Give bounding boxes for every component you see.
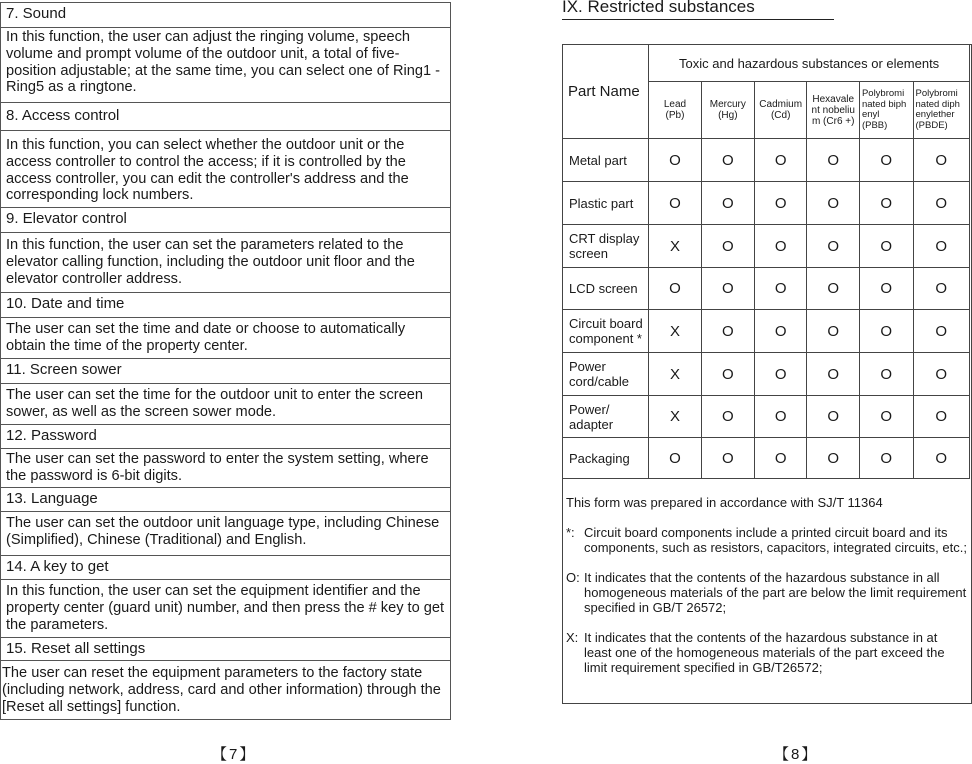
element-header-line: Polybromi: [861, 88, 905, 99]
element-header-line: (Cd): [770, 110, 791, 121]
substance-mark: O: [913, 268, 969, 310]
substance-mark: O: [649, 268, 702, 310]
table-row: [563, 139, 970, 182]
part-name-line: Power: [569, 359, 606, 374]
substance-mark: O: [913, 396, 969, 438]
substance-mark: O: [701, 310, 754, 353]
element-header: [701, 82, 754, 139]
substance-mark: X: [649, 225, 702, 268]
note-symbol: O:: [566, 570, 580, 585]
element-header-line: Hexavale: [812, 93, 855, 105]
section-body: The user can set the password to enter the system setting, where the password is 6-bit digits.: [1, 449, 450, 488]
page-title: IX. Restricted substances: [562, 0, 755, 16]
part-name-line: cord/cable: [569, 374, 629, 389]
note-item: [566, 570, 968, 615]
section-body: The user can reset the equipment parameters to the factory state (including network, address, card and other information) through the [Reset all settings] function.: [1, 661, 450, 720]
element-header-line: Polybromi: [915, 88, 958, 99]
element-header-line: Lead: [663, 99, 687, 110]
section-heading: 8. Access control: [1, 103, 450, 131]
substance-mark: O: [754, 396, 807, 438]
substance-mark: O: [913, 139, 969, 182]
substance-mark: X: [649, 396, 702, 438]
part-name-line: component *: [569, 331, 642, 346]
substance-mark: O: [754, 268, 807, 310]
part-name: [563, 225, 649, 268]
note-text: It indicates that the contents of the hazardous substance in at least one of the homogeneous materials of the part exceed the limit requirement specified in GB/T26572;: [584, 630, 945, 675]
substance-mark: X: [649, 310, 702, 353]
element-header-line: enyl: [861, 109, 880, 120]
substance-mark: O: [701, 438, 754, 479]
note-text: Circuit board components include a printed circuit board and its components, such as resistors, capacitors, integrated circuits, etc.;: [584, 525, 967, 555]
part-name: [563, 139, 649, 182]
element-header: [649, 82, 702, 139]
section-heading: 11. Screen sower: [1, 359, 450, 384]
part-name-line: Metal part: [569, 152, 627, 168]
note-item: [566, 630, 968, 675]
element-header: [913, 82, 969, 139]
section-heading: 9. Elevator control: [1, 208, 450, 233]
substance-mark: O: [701, 182, 754, 225]
table-row: [563, 310, 970, 353]
part-name-line: Packaging: [569, 450, 630, 466]
substance-mark: O: [701, 268, 754, 310]
section-body: In this function, the user can adjust the ringing volume, speech volume and prompt volume of the outdoor unit, a total of five-position adjustable; at the same time, you can select one of Ring1 - Ring5 as a ringtone.: [1, 28, 450, 103]
section-body: In this function, you can select whether the outdoor unit or the access controller to control the access; if it is controlled by the access controller, you can edit the controller's address and the corresponding lock numbers.: [1, 131, 450, 208]
element-header-line: nated biph: [861, 98, 907, 110]
substance-mark: O: [913, 353, 969, 396]
section-heading: 13. Language: [1, 488, 450, 512]
part-name: [563, 438, 649, 479]
element-header: [859, 82, 913, 139]
part-name: [563, 268, 649, 310]
part-name: [563, 182, 649, 225]
substance-mark: O: [807, 438, 860, 479]
element-header-line: (Pb): [665, 110, 685, 121]
part-name-line: LCD screen: [569, 281, 638, 296]
substance-mark: O: [859, 225, 913, 268]
substance-mark: O: [859, 396, 913, 438]
note-symbol: *:: [566, 525, 575, 540]
table-row: [563, 396, 970, 438]
part-name-line: Power/: [569, 401, 610, 417]
element-header-line: (PBB): [861, 119, 888, 131]
settings-sections: [0, 2, 451, 720]
section-body: The user can set the time for the outdoor unit to enter the screen sower, as well as the screen sower mode.: [1, 384, 450, 425]
substance-mark: O: [701, 139, 754, 182]
part-name-line: adapter: [569, 416, 614, 432]
substance-mark: O: [807, 353, 860, 396]
element-header-line: (PBDE): [915, 119, 948, 131]
substance-mark: O: [859, 139, 913, 182]
substance-mark: O: [913, 225, 969, 268]
substances-group-header: Toxic and hazardous substances or elements: [649, 45, 970, 82]
substance-mark: O: [807, 139, 860, 182]
prepared-note: This form was prepared in accordance with SJ/T 11364: [566, 495, 883, 510]
substance-mark: O: [649, 182, 702, 225]
table-row: [563, 438, 970, 479]
substance-mark: O: [807, 182, 860, 225]
substance-mark: O: [807, 225, 860, 268]
section-body: The user can set the outdoor unit language type, including Chinese (Simplified), Chinese (Traditional) and English.: [1, 512, 450, 556]
substance-mark: O: [859, 438, 913, 479]
substance-mark: O: [701, 225, 754, 268]
part-name: [563, 396, 649, 438]
substance-mark: O: [807, 310, 860, 353]
table-row: [563, 225, 970, 268]
substance-mark: O: [913, 310, 969, 353]
section-heading: 10. Date and time: [1, 293, 450, 318]
part-name: [563, 353, 649, 396]
substance-mark: O: [754, 182, 807, 225]
note-symbol: X:: [566, 630, 579, 645]
section-body: The user can set the time and date or choose to automatically obtain the time of the property center.: [1, 318, 450, 359]
note-item: [566, 525, 968, 555]
page-number-left: 【7】: [212, 746, 257, 763]
element-header-line: (Hg): [718, 110, 738, 121]
part-name-line: Plastic part: [569, 195, 634, 211]
substance-mark: O: [913, 438, 969, 479]
part-name-header: Part Name: [563, 45, 649, 139]
page-number-right: 【8】: [774, 746, 819, 763]
section-heading: 14. A key to get: [1, 556, 450, 580]
substance-mark: O: [859, 353, 913, 396]
substance-mark: O: [701, 353, 754, 396]
element-header-line: nt nobeliu: [811, 104, 855, 116]
substance-mark: O: [859, 268, 913, 310]
note-text: It indicates that the contents of the hazardous substance in all homogeneous materials of the part are below the limit requirement specified in GB/T 26572;: [584, 570, 967, 615]
element-header-line: m (Cr6 +): [811, 115, 855, 127]
section-heading: 15. Reset all settings: [1, 638, 450, 661]
section-heading: 7. Sound: [1, 3, 450, 28]
substance-mark: O: [754, 310, 807, 353]
element-header-line: Mercury: [709, 99, 746, 110]
table-row: [563, 353, 970, 396]
section-body: In this function, the user can set the parameters related to the elevator calling function, including the outdoor unit floor and the elevator controller address.: [1, 233, 450, 293]
substance-mark: O: [754, 225, 807, 268]
substance-mark: O: [913, 182, 969, 225]
substance-mark: O: [859, 182, 913, 225]
table-row: [563, 182, 970, 225]
element-header-line: enylether: [915, 109, 955, 120]
table-row: [563, 268, 970, 310]
element-header: [754, 82, 807, 139]
substance-mark: X: [649, 353, 702, 396]
substance-mark: O: [807, 268, 860, 310]
element-header-line: nated diph: [915, 98, 960, 110]
substances-table: [562, 44, 970, 479]
restricted-substances-box: [562, 44, 972, 704]
substance-mark: O: [649, 438, 702, 479]
part-name-line: screen: [569, 246, 609, 261]
title-underline: [562, 19, 834, 20]
element-header: [807, 82, 860, 139]
substance-mark: O: [754, 353, 807, 396]
substance-mark: O: [701, 396, 754, 438]
part-name-line: CRT display: [569, 231, 640, 246]
substance-mark: O: [754, 438, 807, 479]
element-header-line: Cadmium: [759, 99, 803, 110]
substance-mark: O: [649, 139, 702, 182]
substance-mark: O: [859, 310, 913, 353]
substance-mark: O: [754, 139, 807, 182]
part-name: [563, 310, 649, 353]
part-name-line: Circuit board: [569, 316, 643, 331]
section-heading: 12. Password: [1, 425, 450, 449]
substance-mark: O: [807, 396, 860, 438]
section-body: In this function, the user can set the equipment identifier and the property center (guard unit) number, and then press the # key to get the parameters.: [1, 580, 450, 638]
notes: [566, 495, 968, 690]
